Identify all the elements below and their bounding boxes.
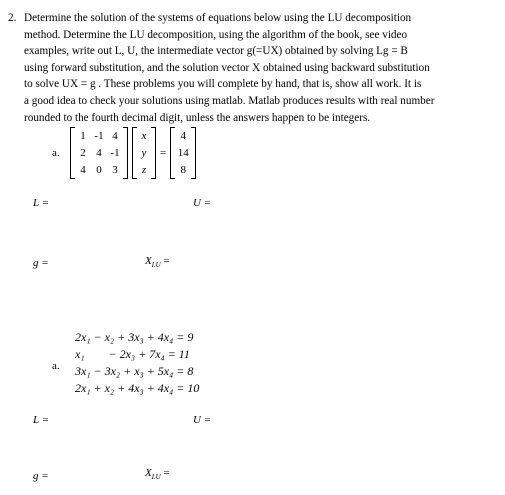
statement-line-7: rounded to the fourth decimal digit, unless the answers happen to be integers. [24, 111, 371, 124]
X-label-b: $X_{LU}$ = [145, 467, 170, 482]
problem-number: 2. [8, 12, 17, 24]
statement-line-4: using forward substitution, and the solution vector X obtained using backward substitution [24, 61, 430, 74]
vector-cell: x [141, 130, 147, 142]
L-label-a: L = [33, 197, 50, 209]
vector-cell: 8 [180, 164, 186, 176]
part-b-label: a. [52, 360, 60, 372]
statement-line-1: Determine the solution of the systems of equations below using the LU decomposition [24, 12, 412, 24]
vector-cell: 14 [177, 147, 189, 159]
L-label-b: L = [33, 414, 50, 426]
problem-statement [24, 10, 496, 126]
equals-sign: = [160, 147, 167, 159]
matrix-cell: 4 [96, 147, 102, 159]
g-label-b: g = [33, 470, 49, 482]
matrix-system [70, 127, 196, 179]
part-a-label: a. [52, 147, 60, 159]
statement-line-5: to solve UX = g . These problems you will complete by hand, that is, show all work. It is [24, 78, 422, 91]
U-label-b: U = [193, 414, 212, 426]
matrix-cell: -1 [94, 130, 104, 142]
statement-line-6: a good idea to check your solutions using matlab. Matlab produces results with real number [24, 94, 435, 107]
equation-system [75, 329, 199, 397]
variable-vector [132, 127, 156, 179]
U-label-a: U = [193, 197, 212, 209]
matrix-cell: 2 [80, 147, 86, 159]
matrix-cell: 1 [80, 130, 86, 142]
vector-cell: y [141, 147, 147, 159]
equation-2: x₁ − 2x₃ + 7x₄ = 11 [75, 347, 190, 361]
vector-cell: 4 [180, 130, 186, 142]
problem-2 [8, 10, 496, 126]
matrix-cell: 4 [112, 130, 118, 142]
rhs-vector [170, 127, 196, 179]
equation-4: 2x₁ + x₂ + 4x₃ + 4x₄ = 10 [75, 381, 200, 395]
matrix-cell: -1 [110, 147, 120, 159]
statement-line-2: method. Determine the LU decomposition, using the algorithm of the book, see video [24, 28, 408, 41]
matrix-cell: 3 [112, 164, 118, 176]
matrix-cell: 0 [96, 164, 102, 176]
equation-3: 3x₁ − 3x₂ + x₃ + 5x₄ = 8 [75, 364, 194, 378]
coefficient-matrix [70, 127, 128, 179]
X-label-a: $X_{LU}$ = [145, 255, 170, 270]
g-label-a: g = [33, 257, 49, 269]
statement-line-3: examples, write out L, U, the intermediate vector g(=UX) obtained by solving Lg = B [24, 45, 408, 58]
matrix-cell: 4 [80, 164, 86, 176]
equation-1: 2x₁ − x₂ + 3x₃ + 4x₄ = 9 [75, 330, 194, 344]
vector-cell: z [141, 164, 147, 176]
